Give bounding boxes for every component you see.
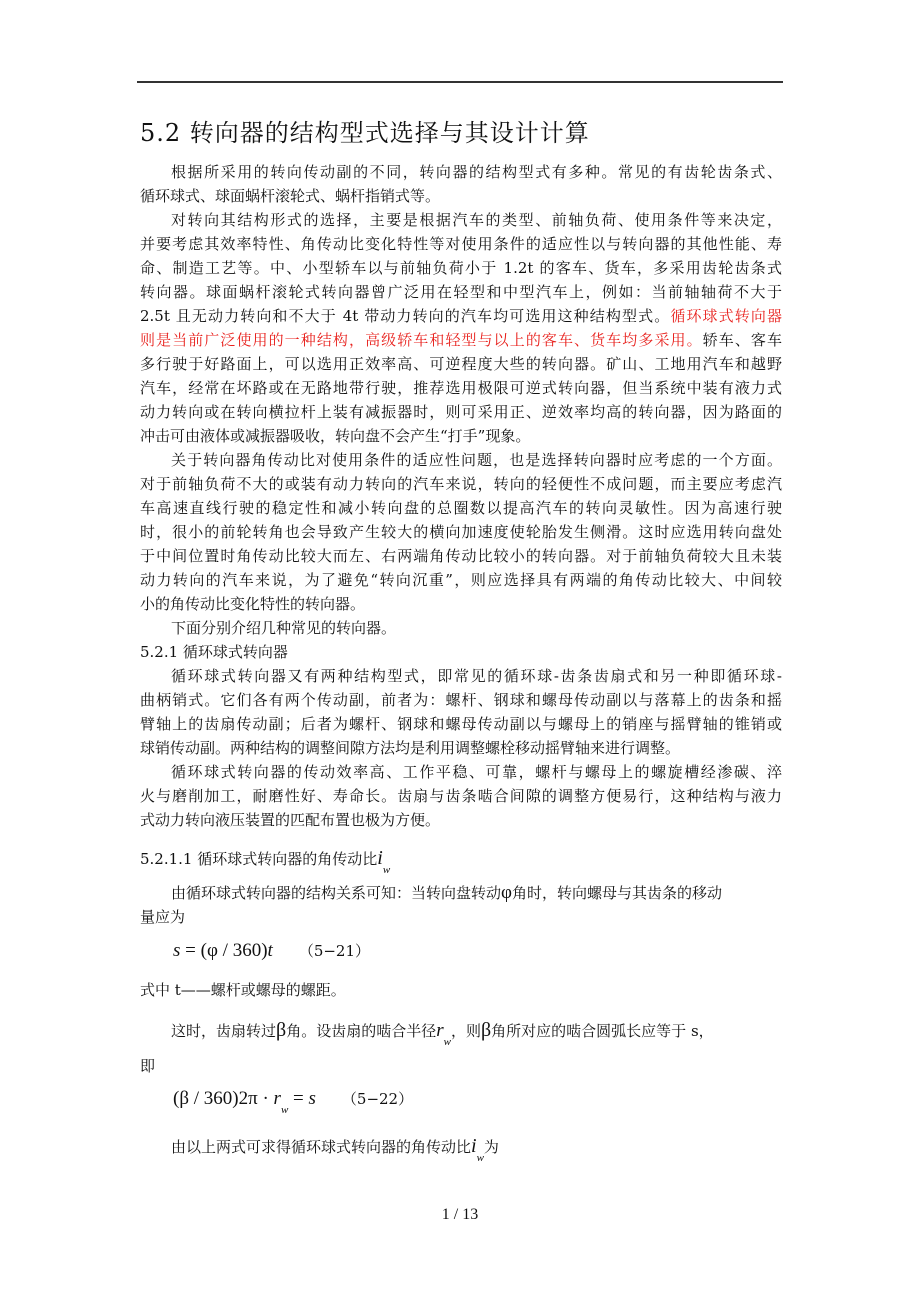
- subscript-w: w: [443, 1036, 451, 1048]
- symbol-beta: β: [480, 1019, 492, 1041]
- symbol-i: i: [377, 847, 383, 869]
- text: 角时，转向螺母与其齿条的移动: [511, 884, 722, 902]
- text: 球销传动副。两种结构的调整间隙方法均是利用调整螺栓移动摇臂轴来进行调整。: [140, 739, 681, 757]
- eq-expr: = (φ / 360): [180, 940, 268, 961]
- paragraph-line: 量应为: [140, 908, 186, 926]
- text: 由循环球式转向器的结构关系可知：当转向盘转动: [171, 884, 502, 902]
- equation-5-22: [173, 1088, 414, 1116]
- paragraph-line: [140, 546, 782, 566]
- text: 这时，齿扇转过: [171, 1022, 277, 1040]
- text: 循环球式转向器的传动效率高、工作平稳、可靠，螺杆与螺母上的螺旋槽经渗碳、淬: [171, 763, 782, 781]
- text: 汽车，经常在坏路或在无路地带行驶，推荐选用极限可逆式转向器，但当系统中装有液力式: [140, 379, 782, 397]
- where-clause: 式中 t——螺杆或螺母的螺距。: [140, 981, 346, 999]
- paragraph-line: [140, 354, 782, 374]
- text: 由以上两式可求得循环球式转向器的角传动比: [171, 1138, 472, 1156]
- text: 式动力转向液压装置的匹配布置也极为方便。: [140, 811, 441, 829]
- eq-var: s: [308, 1088, 316, 1109]
- text: 轿车、客车: [702, 331, 782, 349]
- equation-label: （5−22）: [341, 1090, 414, 1108]
- paragraph-line: [171, 162, 782, 182]
- paragraph-line: [140, 306, 782, 326]
- paragraph-line: [140, 426, 782, 446]
- text: 多行驶于好路面上，可以选用正效率高、可逆程度大些的转向器。矿山、工地用汽车和越野: [140, 355, 782, 373]
- equation-5-21: [173, 940, 370, 962]
- text: 转向器。球面蜗杆滚轮式转向器曾广泛用在轻型和中型汽车上，例如：当前轴轴荷不大于: [140, 283, 782, 301]
- text: 车高速直线行驶的稳定性和减小转向盘的总圈数以提高汽车的转向灵敏性。因为高速行驶: [140, 499, 782, 517]
- text: 命、制造工艺等。中、小型轿车以与前轴负荷小于 1.2t 的客车、货车，多采用齿轮齿条式: [140, 259, 782, 277]
- paragraph-line: [140, 570, 782, 590]
- text: ，则: [450, 1022, 481, 1040]
- text: 对转向其结构形式的选择，主要是根据汽车的类型、前轴负荷、使用条件等来决定，: [171, 211, 782, 229]
- page-number: 1 / 13: [441, 1206, 479, 1223]
- paragraph-line: [140, 474, 782, 494]
- header-dot: .: [412, 76, 415, 85]
- text: 循环球式、球面蜗杆滚轮式、蜗杆指销式等。: [140, 187, 441, 205]
- header-rule: [137, 81, 783, 83]
- text: 于中间位置时角传动比较大而左、右两端角传动比较小的转向器。对于前轴负荷较大且未装: [140, 547, 782, 565]
- symbol-phi: φ: [501, 882, 512, 903]
- text: 臂轴上的齿扇传动副；后者为螺杆、钢球和螺母传动副以与螺母上的销座与摇臂轴的锥销或: [140, 715, 782, 733]
- paragraph-line: [140, 402, 782, 422]
- paragraph-line: [140, 258, 782, 278]
- paragraph-line: [171, 450, 782, 470]
- text: 根据所采用的转向传动副的不同，转向器的结构型式有多种。常见的有齿轮齿条式、: [171, 163, 782, 181]
- paragraph-line: [140, 594, 782, 614]
- text: 火与磨削加工，耐磨性好、寿命长。齿扇与齿条啮合间隙的调整方便易行，这种结构与液力: [140, 787, 782, 805]
- eq-expr: (β / 360)2π ·: [173, 1088, 274, 1109]
- paragraph-line: [140, 714, 782, 734]
- text: 曲柄销式。它们各有两个传动副，前者为：螺杆、钢球和螺母传动副以与落幕上的齿条和摇: [140, 691, 782, 709]
- symbol-beta: β: [276, 1019, 287, 1041]
- text: 对于前轴负荷不大的或装有动力转向的汽车来说，转向的轻便性不成问题，而主要应考虑汽: [140, 475, 782, 493]
- text: 下面分别介绍几种常见的转向器。: [171, 619, 397, 637]
- text: 为: [483, 1138, 499, 1156]
- paragraph-line: [140, 738, 782, 758]
- paragraph-line: [171, 1019, 782, 1048]
- paragraph-line: [140, 498, 782, 518]
- paragraph-line: [171, 618, 782, 638]
- paragraph-line: [171, 666, 782, 686]
- subsection-heading-5-2-1: [140, 642, 782, 662]
- paragraph-line: [171, 210, 782, 230]
- text: 动力转向或在转向横拉杆上装有减振器时，则可采用正、逆效率均高的转向器，因为路面的: [140, 403, 782, 421]
- text: 时，很小的前轮转角也会导致产生较大的横向加速度使轮胎发生侧滑。这时应选用转向盘处: [140, 523, 782, 541]
- paragraph-line: [171, 762, 782, 782]
- paragraph-line: [140, 330, 782, 350]
- text: 并要考虑其效率特性、角传动比变化特性等对使用条件的适应性以与转向器的其他性能、寿: [140, 235, 782, 253]
- paragraph-line: [140, 810, 782, 830]
- subsection-heading-5-2-1-1: [140, 847, 782, 876]
- subscript-w: w: [280, 1104, 289, 1116]
- header-dot: .: [500, 76, 503, 85]
- paragraph-line: [171, 1135, 782, 1164]
- paragraph-line: [140, 234, 782, 254]
- text: 关于转向器角传动比对使用条件的适应性问题，也是选择转向器时应考虑的一个方面。: [171, 451, 782, 469]
- paragraph-line: [140, 522, 782, 542]
- text: 小的角传动比变化特性的转向器。: [140, 595, 366, 613]
- text: 动力转向的汽车来说，为了避免“转向沉重”，则应选择具有两端的角传动比较大、中间较: [140, 571, 782, 589]
- section-title: 5.2 转向器的结构型式选择与其设计计算: [140, 119, 590, 147]
- paragraph-line: [140, 378, 782, 398]
- paragraph-line: [140, 282, 782, 302]
- equation-label: （5−21）: [298, 942, 371, 960]
- paragraph-line: [171, 883, 782, 903]
- paragraph-line: 即: [140, 1057, 156, 1075]
- heading-text: 5.2.1.1 循环球式转向器的角传动比: [140, 850, 378, 868]
- paragraph-line: [140, 690, 782, 710]
- subscript-w: w: [476, 1152, 484, 1164]
- eq-expr: =: [288, 1088, 309, 1109]
- text: 冲击可由液体或减振器吸收，转向盘不会产生“打手”现象。: [140, 427, 531, 445]
- text: 2.5t 且无动力转向和不大于 4t 带动力转向的汽车均可选用这种结构型式。: [140, 307, 671, 325]
- highlighted-text: 循环球式转向器: [670, 307, 782, 325]
- text: 循环球式转向器又有两种结构型式，即常见的循环球-齿条齿扇式和另一种即循环球-: [171, 667, 782, 685]
- subscript-w: w: [382, 864, 391, 876]
- eq-var: t: [267, 940, 273, 961]
- eq-var: r: [273, 1088, 281, 1109]
- highlighted-text: 则是当前广泛使用的一种结构，高级轿车和轻型与以上的客车、货车均多采用。: [140, 331, 703, 349]
- text: 5.2.1 循环球式转向器: [140, 643, 288, 661]
- eq-var: s: [173, 940, 181, 961]
- text: 角。设齿扇的啮合半径: [286, 1022, 437, 1040]
- paragraph-line: [140, 186, 782, 206]
- paragraph-line: [140, 786, 782, 806]
- symbol-i: i: [471, 1135, 477, 1157]
- text: 角所对应的啮合圆弧长应等于 s，: [491, 1022, 714, 1040]
- symbol-r: r: [436, 1020, 444, 1041]
